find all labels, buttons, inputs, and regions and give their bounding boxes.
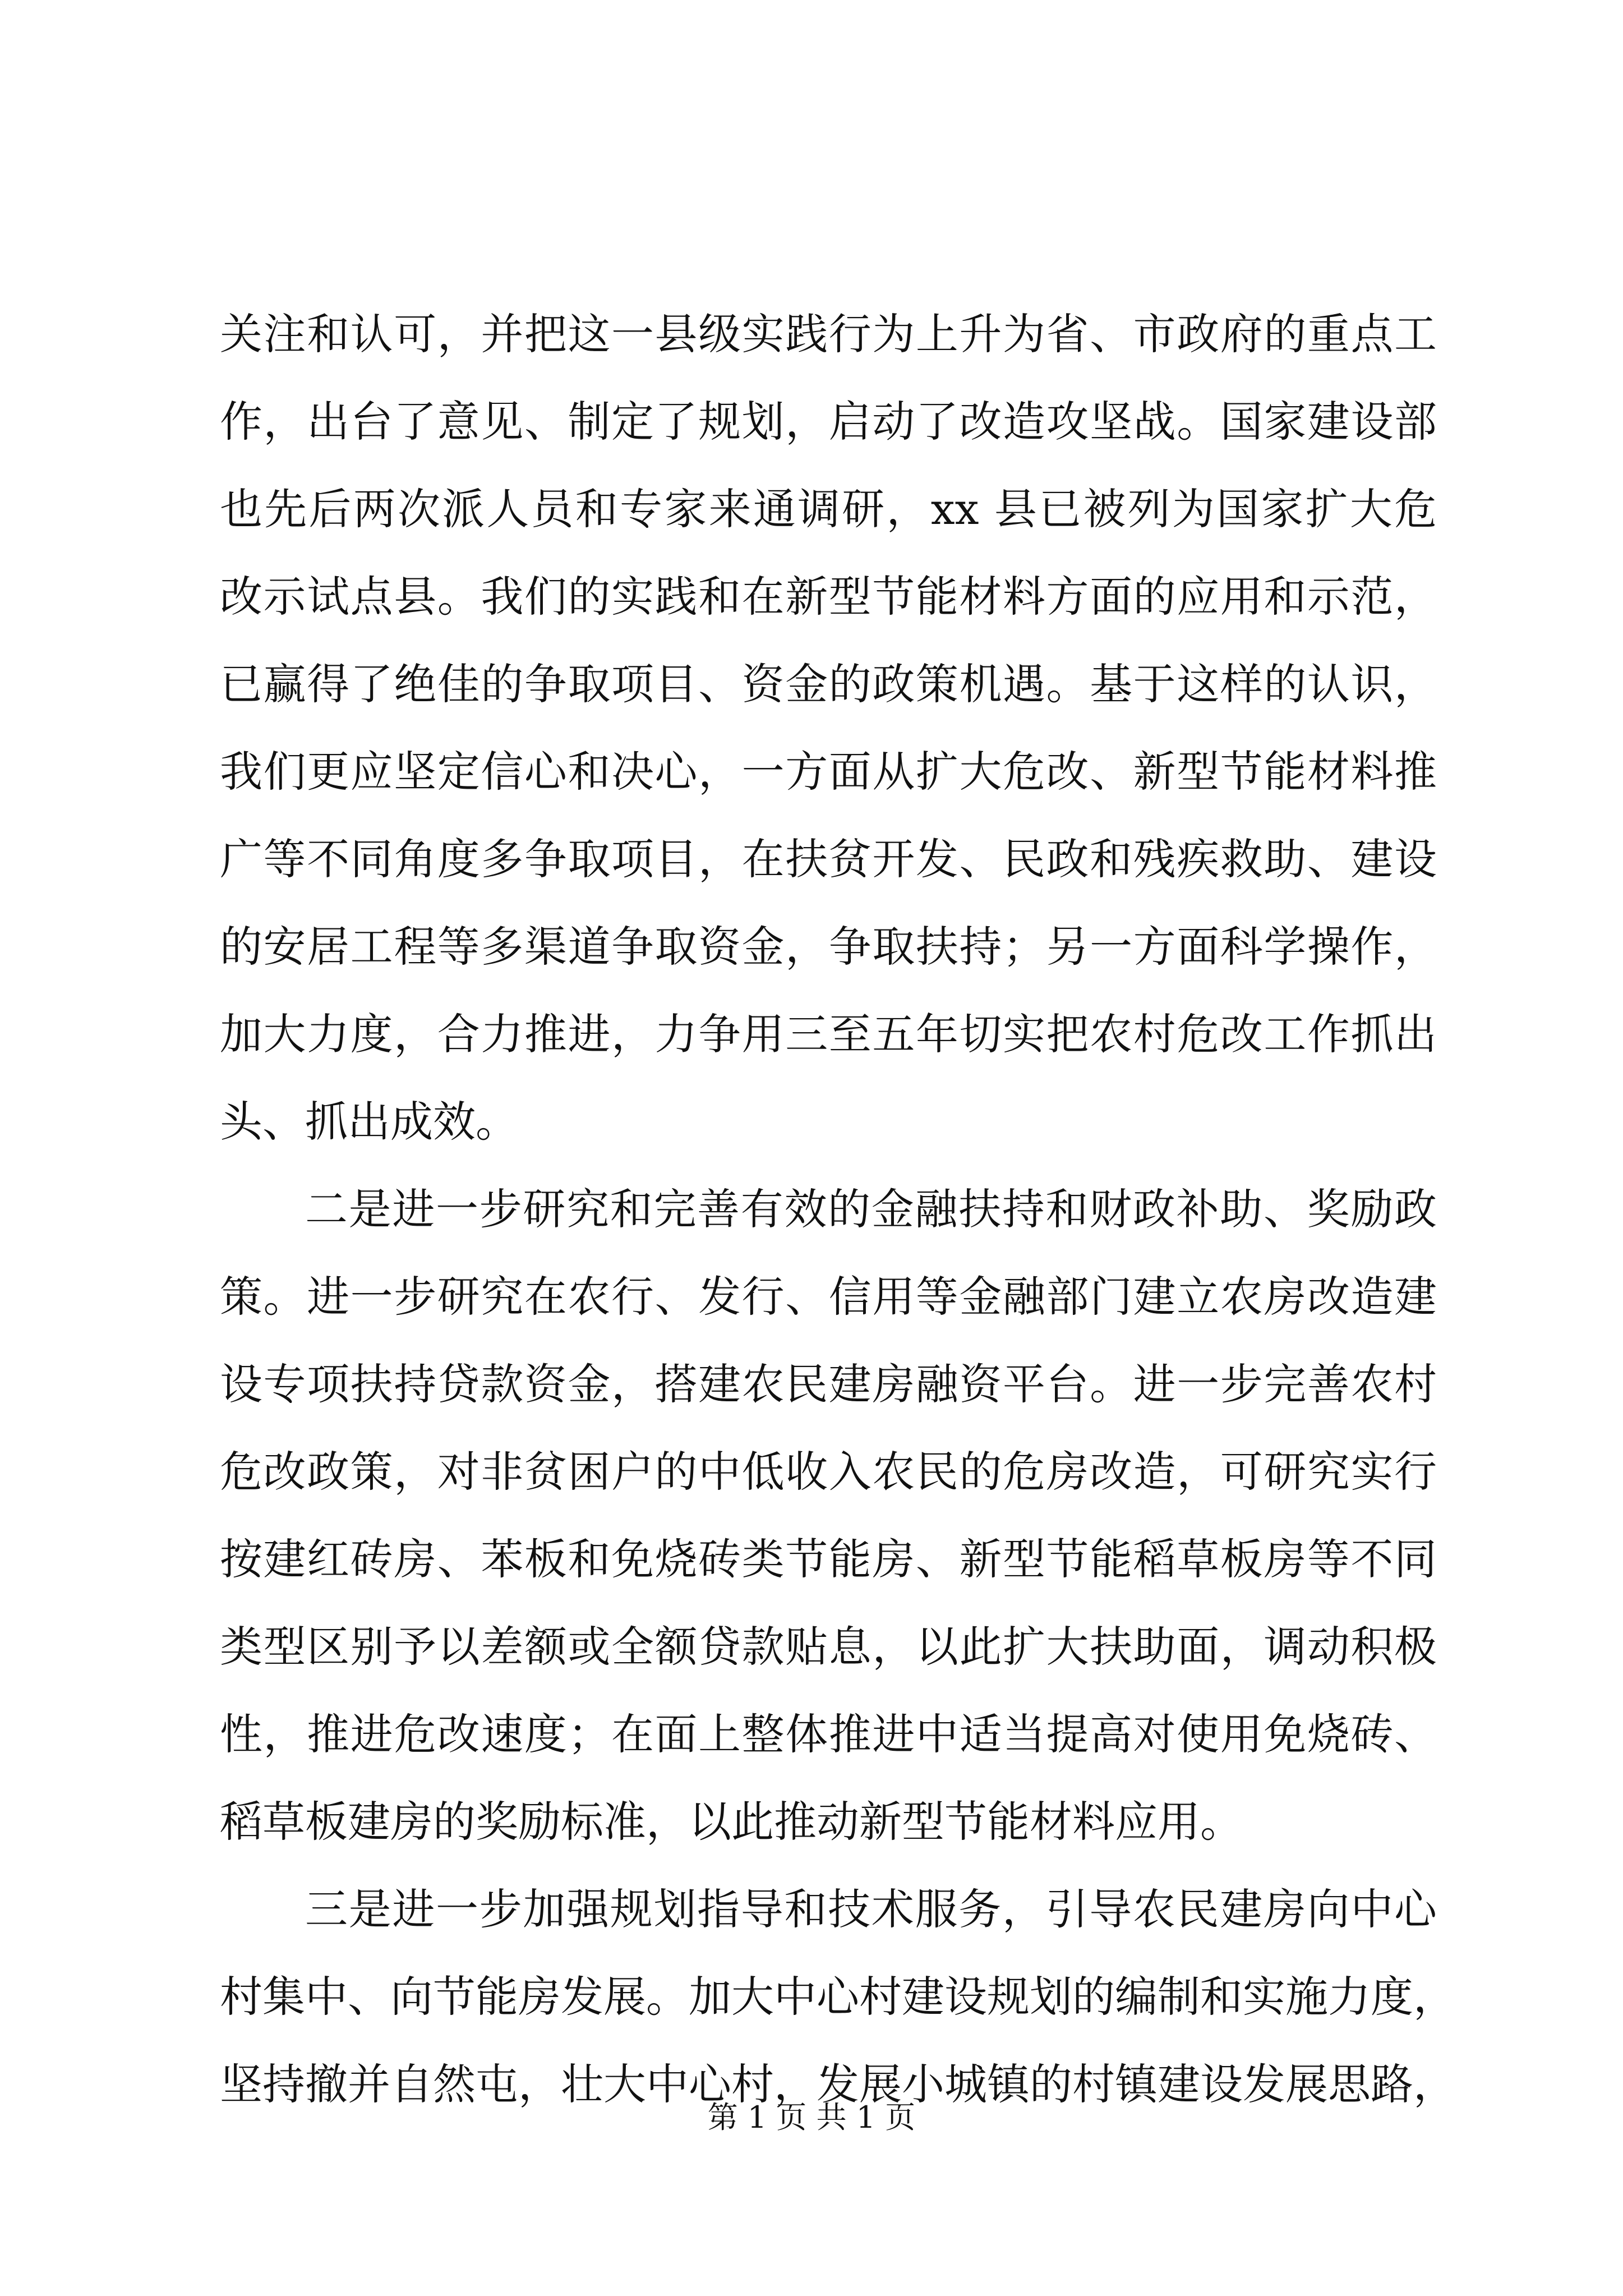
text-line: 加大力度，合力推进，力争用三至五年切实把农村危改工作抓出 [220,1009,1437,1059]
text-line: 头、抓出成效。 [220,1097,518,1147]
text-line: 按建红砖房、苯板和免烧砖类节能房、新型节能稻草板房等不同 [220,1534,1437,1584]
text-line: 的安居工程等多渠道争取资金，争取扶持；另一方面科学操作， [220,922,1437,972]
text-line: 也先后两次派人员和专家来通调研，xx 县已被列为国家扩大危 [220,484,1437,534]
text-line: 设专项扶持贷款资金，搭建农民建房融资平台。进一步完善农村 [220,1359,1437,1409]
text-line: 作，出台了意见、制定了规划，启动了改造攻坚战。国家建设部 [220,397,1437,447]
text-line: 改示试点县。我们的实践和在新型节能材料方面的应用和示范， [220,572,1437,622]
text-line: 村集中、向节能房发展。加大中心村建设规划的编制和实施力度， [220,1972,1456,2022]
text-line: 我们更应坚定信心和决心，一方面从扩大危改、新型节能材料推 [220,747,1437,797]
text-line: 广等不同角度多争取项目，在扶贫开发、民政和残疾救助、建设 [220,834,1437,884]
text-line: 已赢得了绝佳的争取项目、资金的政策机遇。基于这样的认识， [220,659,1437,709]
text-line: 三是进一步加强规划指导和技术服务，引导农民建房向中心 [305,1884,1437,1934]
text-line: 性，推进危改速度；在面上整体推进中适当提高对使用免烧砖、 [220,1709,1437,1759]
text-line: 稻草板建房的奖励标准，以此推动新型节能材料应用。 [220,1797,1243,1847]
text-line: 关注和认可，并把这一县级实践行为上升为省、市政府的重点工 [220,309,1437,359]
text-line: 危改政策，对非贫困户的中低收入农民的危房改造，可研究实行 [220,1447,1437,1497]
page-number: 第 1 页 共 1 页 [707,2100,916,2135]
text-line: 坚持撤并自然屯，壮大中心村，发展小城镇的村镇建设发展思路， [220,2059,1456,2109]
document-body [220,291,1456,2128]
text-line: 类型区别予以差额或全额贷款贴息，以此扩大扶助面，调动积极 [220,1622,1437,1672]
text-line: 二是进一步研究和完善有效的金融扶持和财政补助、奖励政 [305,1184,1437,1234]
text-line: 策。进一步研究在农行、发行、信用等金融部门建立农房改造建 [220,1272,1437,1322]
